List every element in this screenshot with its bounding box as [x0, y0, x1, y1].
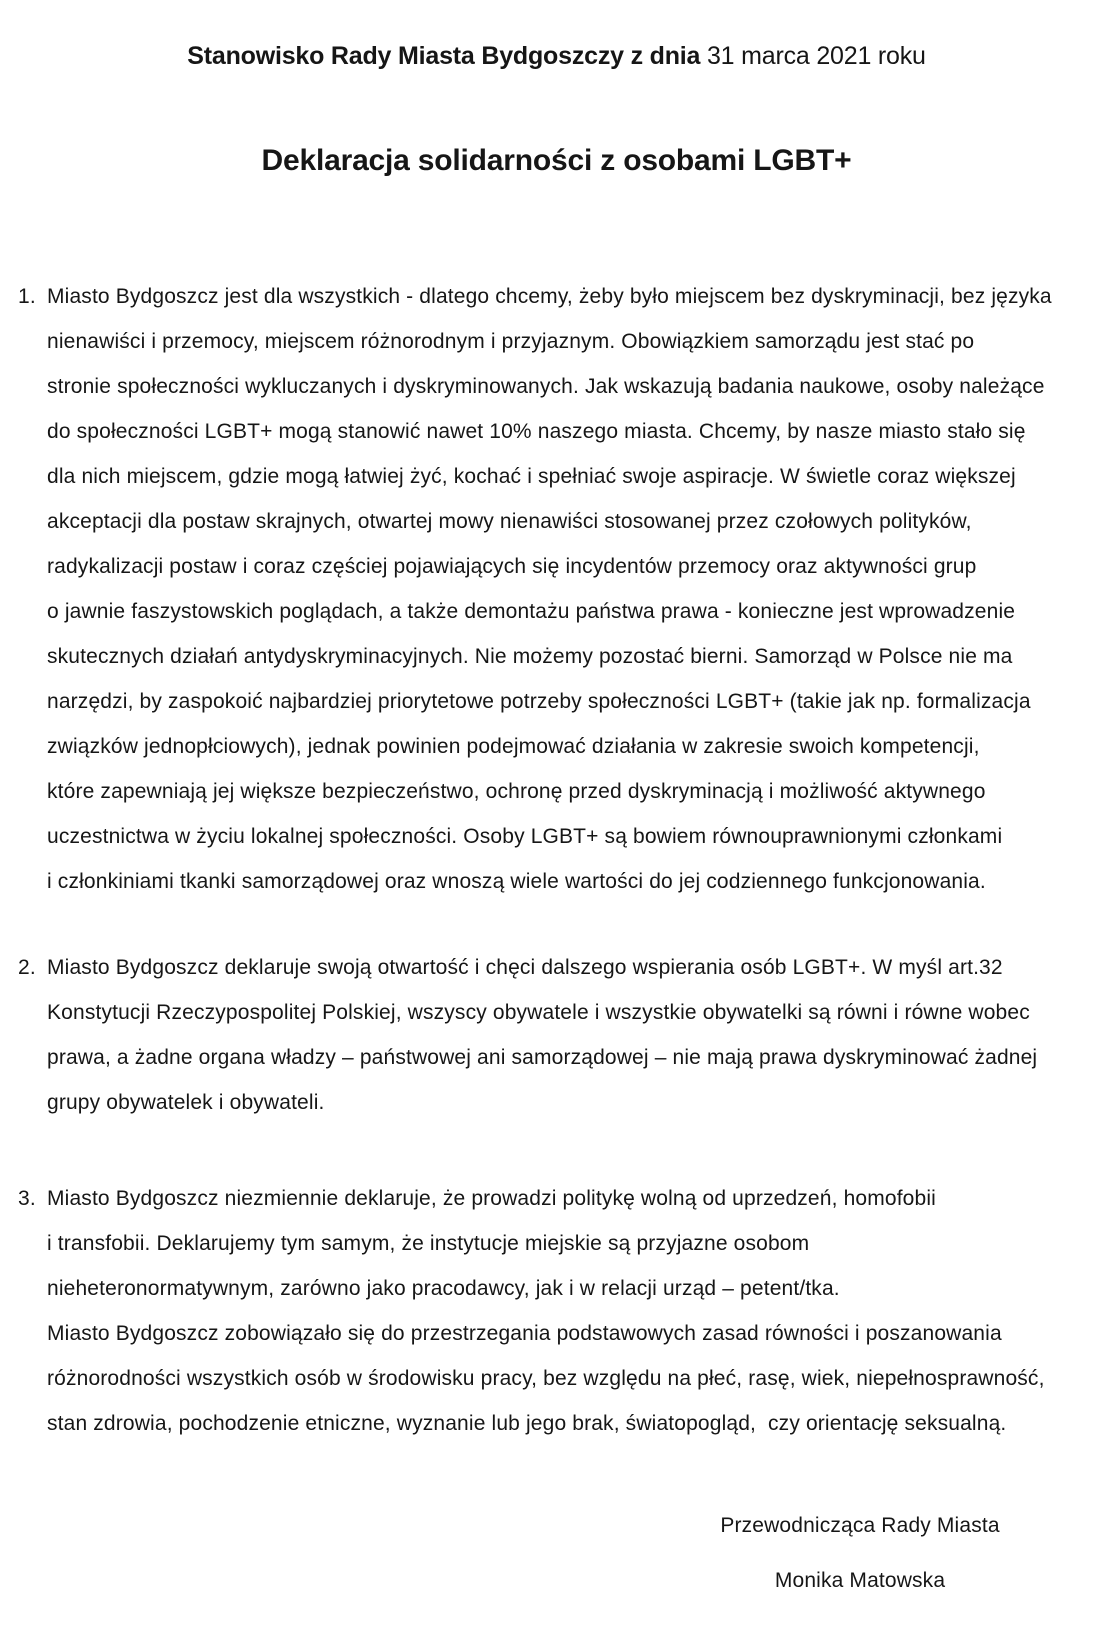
paragraph-3 — [18, 1176, 1113, 1446]
paragraph-1-line-13: uczestnictwa w życiu lokalnej społeczności. Osoby LGBT+ są bowiem równouprawnionymi członkami — [47, 825, 1003, 848]
paragraph-2-line-3: prawa, a żadne organa władzy – państwowej ani samorządowej – nie mają prawa dyskryminować żadnej — [47, 1046, 1038, 1069]
paragraph-2-line-1: Miasto Bydgoszcz deklaruje swoją otwartość i chęci dalszego wspierania osób LGBT+. W myśl art.32 — [47, 956, 1003, 979]
header-title-bold: Stanowisko Rady Miasta Bydgoszczy z dnia — [187, 42, 701, 70]
paragraph-1-line-9: skutecznych działań antydyskryminacyjnych. Nie możemy pozostać bierni. Samorząd w Polsce nie ma — [47, 645, 1013, 668]
paragraph-1-line-6: akceptacji dla postaw skrajnych, otwartej mowy nienawiści stosowanej przez czołowych polityków, — [47, 510, 972, 533]
paragraph-1-line-3: stronie społeczności wykluczanych i dyskryminowanych. Jak wskazują badania naukowe, osoby należące — [47, 375, 1045, 398]
paragraph-1-line-14: i członkiniami tkanki samorządowej oraz wnoszą wiele wartości do jej codziennego funkcjonowania. — [47, 870, 986, 893]
signature-name: Monika Matowska — [774, 1569, 946, 1592]
paragraph-3-line-5: różnorodności wszystkich osób w środowisku pracy, bez względu na płeć, rasę, wiek, niepełnosprawność, — [47, 1367, 1045, 1390]
signature-role: Przewodnicząca Rady Miasta — [720, 1514, 1000, 1537]
paragraph-1-line-11: związków jednopłciowych), jednak powinien podejmować działania w zakresie swoich kompetencji, — [47, 735, 980, 758]
paragraph-3-line-6: stan zdrowia, pochodzenie etniczne, wyznanie lub jego brak, światopogląd, czy orientację seksualną. — [47, 1412, 1007, 1435]
header-date: 31 marca 2021 roku — [700, 42, 926, 70]
paragraph-2-line-2: Konstytucji Rzeczypospolitej Polskiej, wszyscy obywatele i wszystkie obywatelki są równi i równe wobec — [47, 1001, 1030, 1024]
paragraph-2 — [18, 945, 1113, 1125]
paragraph-1-line-7: radykalizacji postaw i coraz częściej pojawiających się incydentów przemocy oraz aktywności grup — [47, 555, 977, 578]
paragraph-1-line-4: do społeczności LGBT+ mogą stanowić nawet 10% naszego miasta. Chcemy, by nasze miasto stało się — [47, 420, 1026, 443]
paragraph-1-line-12: które zapewniają jej większe bezpieczeństwo, ochronę przed dyskryminacją i możliwość aktywnego — [47, 780, 986, 803]
paragraph-number: 2. — [18, 956, 36, 979]
paragraph-3-line-3: nieheteronormatywnym, zarówno jako pracodawcy, jak i w relacji urząd – petent/tka. — [47, 1277, 840, 1300]
paragraph-number: 1. — [18, 285, 36, 308]
page-title: Deklaracja solidarności z osobami LGBT+ — [261, 144, 852, 177]
paragraph-1-line-1: Miasto Bydgoszcz jest dla wszystkich - dlatego chcemy, żeby było miejscem bez dyskryminacji, bez języka — [47, 285, 1052, 308]
paragraph-3-line-2: i transfobii. Deklarujemy tym samym, że instytucje miejskie są przyjazne osobom — [47, 1232, 810, 1255]
paragraph-1-line-10: narzędzi, by zaspokoić najbardziej priorytetowe potrzeby społeczności LGBT+ (takie jak np. formalizacja — [47, 690, 1031, 713]
paragraph-1 — [18, 274, 1113, 904]
paragraph-1-line-5: dla nich miejscem, gdzie mogą łatwiej żyć, kochać i spełniać swoje aspiracje. W świetle coraz większej — [47, 465, 1016, 488]
document-header — [0, 42, 1113, 71]
paragraph-1-line-8: o jawnie faszystowskich poglądach, a także demontażu państwa prawa - konieczne jest wprowadzenie — [47, 600, 1016, 623]
signature-block — [610, 1503, 1110, 1603]
paragraph-number: 3. — [18, 1187, 36, 1210]
paragraph-2-line-4: grupy obywatelek i obywateli. — [47, 1091, 325, 1114]
paragraph-3-line-4: Miasto Bydgoszcz zobowiązało się do przestrzegania podstawowych zasad równości i poszanowania — [47, 1322, 1002, 1345]
paragraph-1-line-2: nienawiści i przemocy, miejscem różnorodnym i przyjaznym. Obowiązkiem samorządu jest stać po — [47, 330, 975, 353]
paragraph-3-line-1: Miasto Bydgoszcz niezmiennie deklaruje, że prowadzi politykę wolną od uprzedzeń, homofobii — [47, 1187, 936, 1210]
